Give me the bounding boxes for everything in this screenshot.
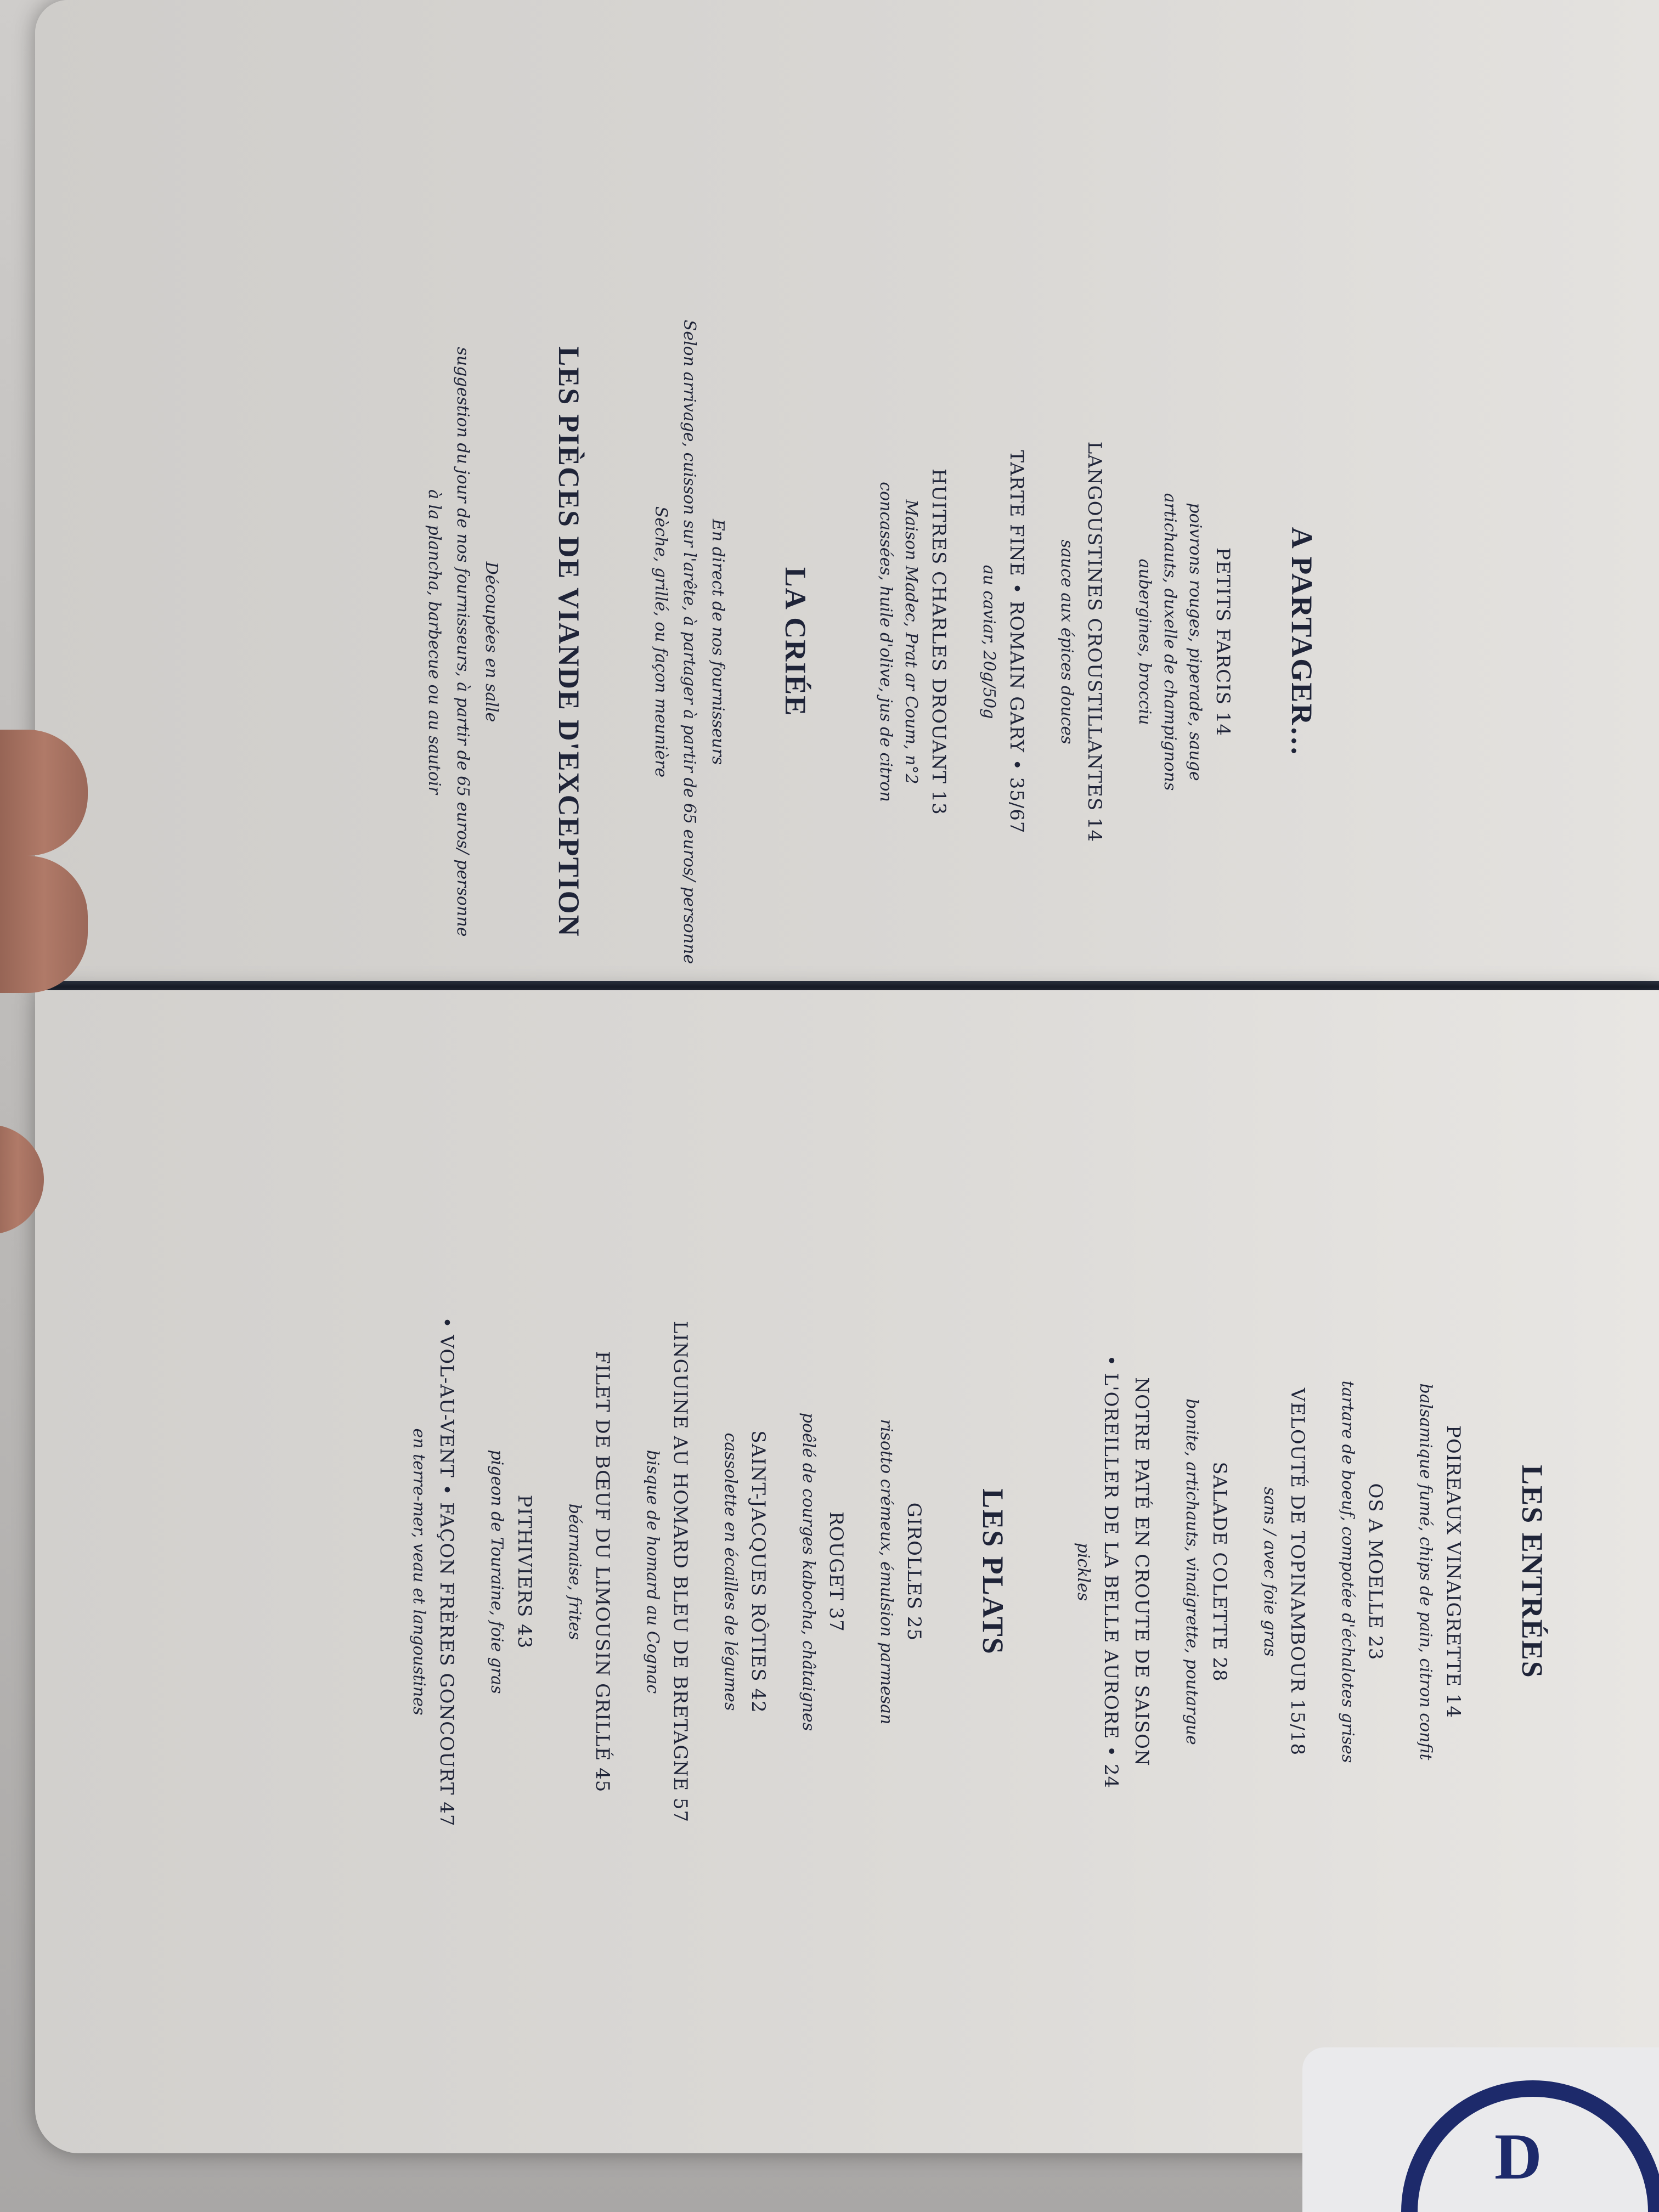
menu-item bbox=[1070, 990, 1157, 2153]
section-intro: suggestion du jour de nos fournisseurs, à partir de 65 euros/ personne bbox=[453, 347, 472, 937]
section-plats bbox=[406, 990, 1010, 2153]
section-la-criee bbox=[646, 230, 812, 1053]
menu-item bbox=[1054, 230, 1110, 1053]
item-name: • VOL-AU-VENT • FAÇON FRÈRES GONCOURT 47 bbox=[436, 1317, 458, 1827]
menu-item bbox=[873, 990, 929, 2153]
item-desc: artichauts, duxelle de champignons bbox=[1160, 493, 1180, 791]
logo-letter: D bbox=[1494, 2120, 1542, 2193]
menu-item bbox=[406, 990, 462, 2153]
section-title-la-criee: LA CRIÉE bbox=[779, 567, 812, 717]
item-desc: en terre-mer, veau et langoustines bbox=[409, 1428, 428, 1716]
item-desc: bonite, artichauts, vinaigrette, poutargue bbox=[1182, 1398, 1201, 1745]
item-desc: sauce aux épices douces bbox=[1057, 539, 1076, 744]
item-desc: poivrons rouges, piperade, sauge bbox=[1186, 503, 1205, 781]
menu-item bbox=[718, 990, 774, 2153]
logo-plate bbox=[1302, 2047, 1659, 2212]
item-desc: au caviar, 20g/50g bbox=[979, 565, 998, 719]
item-desc: risotto crémeux, émulsion parmesan bbox=[877, 1419, 896, 1725]
item-desc: tartare de boeuf, compotée d'échalotes grises bbox=[1338, 1380, 1357, 1763]
item-desc: béarnaise, frites bbox=[565, 1503, 584, 1640]
menu-left-page bbox=[35, 0, 1659, 982]
section-pieces-viande bbox=[420, 230, 586, 1053]
section-title-entrees: LES ENTRÉES bbox=[1516, 1465, 1549, 1679]
menu-item bbox=[873, 230, 954, 1053]
right-page-column bbox=[346, 990, 1549, 2153]
section-intro: Selon arrivage, cuisson sur l'arête, à partager à partir de 65 euros/ personne bbox=[680, 319, 699, 964]
item-desc: pigeon de Touraine, foie gras bbox=[487, 1449, 506, 1694]
item-desc: concassées, huile d'olive, jus de citron bbox=[876, 482, 895, 802]
item-name: ROUGET 37 bbox=[825, 1511, 847, 1632]
menu-item bbox=[795, 990, 851, 2153]
menu-item bbox=[976, 230, 1032, 1053]
item-desc: Maison Madec, Prat ar Coum, n°2 bbox=[901, 499, 921, 785]
section-title-plats: LES PLATS bbox=[977, 1488, 1009, 1655]
item-name: FILET DE BŒUF DU LIMOUSIN GRILLÉ 45 bbox=[591, 1351, 613, 1793]
item-name: POIREAUX VINAIGRETTE 14 bbox=[1442, 1425, 1464, 1718]
section-intro: Découpées en salle bbox=[482, 561, 501, 723]
item-name: VELOUTÉ DE TOPINAMBOUR 15/18 bbox=[1286, 1387, 1308, 1756]
menu-item bbox=[1413, 990, 1469, 2153]
section-a-partager bbox=[873, 230, 1319, 1053]
section-intro: En direct de nos fournisseurs bbox=[708, 518, 727, 765]
item-desc: balsamique fumé, chips de pain, citron confit bbox=[1416, 1383, 1435, 1760]
item-desc: bisque de homard au Cognac bbox=[643, 1449, 662, 1694]
item-name: • L'OREILLER DE LA BELLE AURORE • 24 bbox=[1100, 1355, 1122, 1789]
section-intro: Sèche, grillé, ou façon meunière bbox=[651, 506, 670, 778]
item-name: PETITS FARCIS 14 bbox=[1212, 547, 1234, 737]
item-name: HUITRES CHARLES DROUANT 13 bbox=[928, 469, 950, 815]
item-desc: pickles bbox=[1074, 1542, 1093, 1601]
item-name: GIROLLES 25 bbox=[903, 1502, 925, 1641]
item-name: LANGOUSTINES CROUSTILLANTES 14 bbox=[1084, 441, 1105, 843]
menu-item bbox=[562, 990, 618, 2153]
item-desc: aubergines, brocciu bbox=[1135, 558, 1154, 725]
section-title-a-partager: A PARTAGER… bbox=[1285, 527, 1318, 757]
menu-item bbox=[640, 990, 696, 2153]
left-page-column bbox=[359, 230, 1319, 1053]
menu-right-page bbox=[35, 990, 1659, 2153]
item-name: TARTE FINE • ROMAIN GARY • 35/67 bbox=[1006, 450, 1028, 834]
menu-item bbox=[1179, 990, 1235, 2153]
item-desc: sans / avec foie gras bbox=[1260, 1487, 1279, 1657]
section-title-pieces-viande: LES PIÈCES DE VIANDE D'EXCEPTION bbox=[552, 346, 585, 938]
section-entrees bbox=[1070, 990, 1549, 2153]
menu-item bbox=[484, 990, 540, 2153]
menu-item bbox=[1257, 990, 1313, 2153]
item-name: SALADE COLETTE 28 bbox=[1209, 1462, 1231, 1682]
menu-item bbox=[1335, 990, 1391, 2153]
menu-item bbox=[1132, 230, 1238, 1053]
item-name: PITHIVIERS 43 bbox=[514, 1494, 535, 1649]
section-intro: à la plancha, barbecue ou au sautoir bbox=[425, 489, 444, 794]
item-name: LINGUINE AU HOMARD BLEU DE BRETAGNE 57 bbox=[669, 1321, 691, 1823]
item-name: NOTRE PATÉ EN CROUTE DE SAISON bbox=[1131, 1377, 1153, 1767]
item-desc: cassolette en écailles de légumes bbox=[721, 1432, 740, 1711]
item-name: OS A MOELLE 23 bbox=[1364, 1483, 1386, 1661]
item-desc: poêlé de courges kabocha, châtaignes bbox=[799, 1412, 818, 1731]
item-name: SAINT-JACQUES RÔTIES 42 bbox=[747, 1430, 769, 1713]
